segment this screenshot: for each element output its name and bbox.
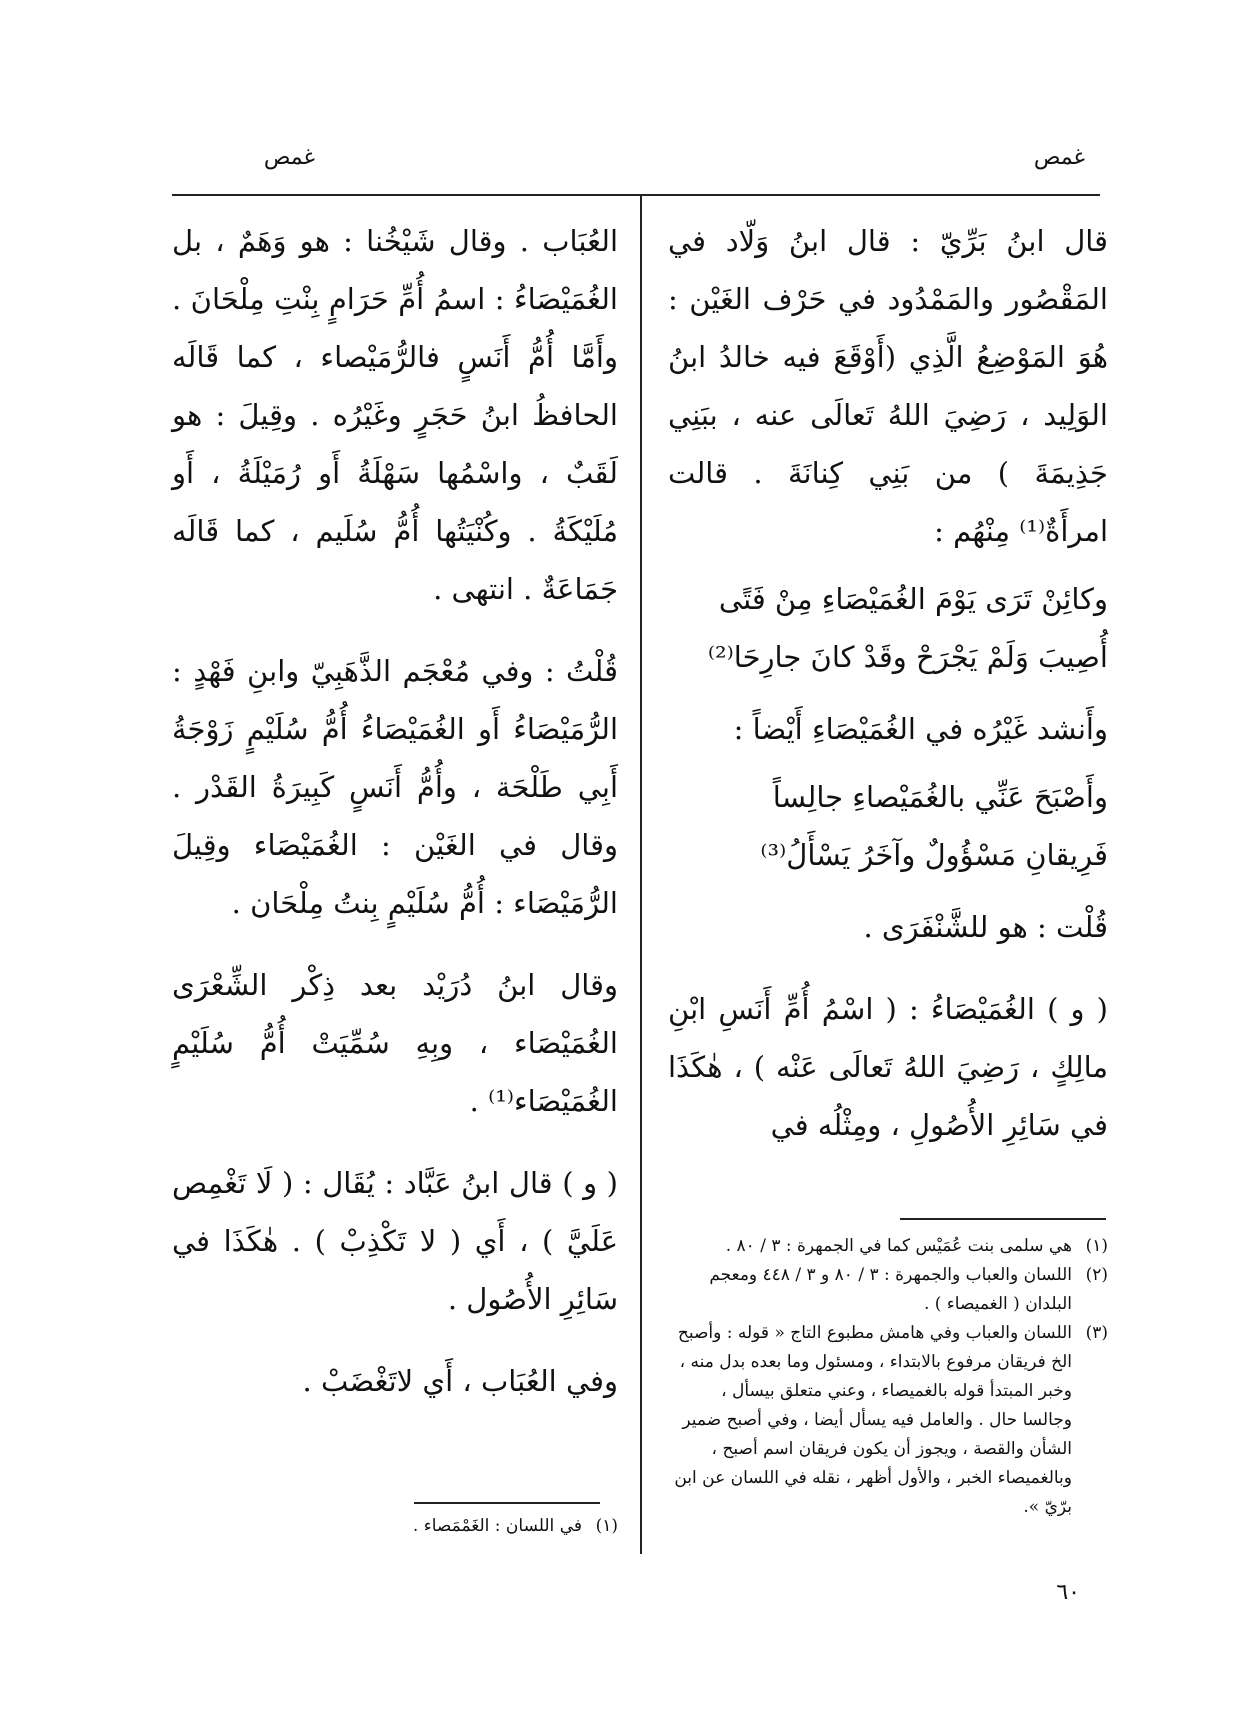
running-head-left: غمص xyxy=(263,145,315,170)
right-paragraph-2: وأَنشد غَيْرُه في الغُمَيْصَاءِ أَيْضاً : xyxy=(733,712,1108,746)
column-divider xyxy=(640,194,642,1554)
right-column xyxy=(668,212,1108,1154)
header-rule xyxy=(172,194,1100,196)
verse-2-line-1: وأَصْبَحَ عَنِّي بالغُمَيْصاءِ جالِساً xyxy=(772,780,1108,814)
running-head-right: غمص xyxy=(1033,145,1085,170)
verse-2 xyxy=(668,768,1108,884)
footnote-number: (١) xyxy=(1085,1236,1108,1256)
footnote xyxy=(668,1232,1108,1261)
verse-1 xyxy=(668,570,1108,686)
footnote-text: هي سلمى بنت عُمَيْس كما في الجمهرة : ٣ / ٨٠ . xyxy=(725,1236,1072,1256)
right-paragraph-1: قال ابنُ بَرِّيّ : قال ابنُ وَلّاد في المَقْصُور والمَمْدُود في حَرْف الغَيْن : هُوَ المَوْضِعُ الَّذِي (أَوْقَعَ فيه خالدُ ابنُ الوَلِيد ، رَضِيَ اللهُ تَعالَى عنه ، ببَنِي جَذِيمَةَ ) من بَنِي كِنانَةَ . قالت امرأَةٌ⁽¹⁾ مِنْهُم : xyxy=(668,224,1108,548)
left-paragraph-1: العُبَاب . وقال شَيْخُنا : هو وَهَمٌ ، بل الغُمَيْصَاءُ : اسمُ أُمِّ حَرَامٍ بِنْتِ مِلْحَانَ . وأَمَّا أُمُّ أَنَسٍ فالرُّمَيْصاء ، كما قَالَه الحافظُ ابنُ حَجَرٍ وغَيْرُه . وقِيلَ : هو لَقَبٌ ، واسْمُها سَهْلَةُ أَو رُمَيْلَةُ ، أَو مُلَيْكَةُ . وكُنْيَتُها أُمُّ سُلَيم ، كما قَالَه جَمَاعَةٌ . انتهى . xyxy=(172,224,618,606)
footnote-rule-left xyxy=(414,1502,600,1504)
footnote xyxy=(172,1512,618,1541)
footnote-number: (٢) xyxy=(1085,1265,1108,1285)
footnote-text: في اللسان : الغَمْمَصاء . xyxy=(412,1516,582,1536)
verse-2-line-2: فَرِيقانِ مَسْؤُولٌ وآخَرُ يَسْأَلُ⁽³⁾ xyxy=(760,838,1108,872)
footnote-text: اللسان والعباب وفي هامش مطبوع التاج « قوله : وأصبح الخ فريقان مرفوع بالابتداء ، ومسئول وما بعده بدل منه ، وخبر المبتدأ قوله بالغميصاء ، وعني متعلق بيسأل ، وجالسا حال . والعامل فيه يسأل أيضا ، وفي أصبح ضمير الشأن والقصة ، ويجوز أن يكون فريقان اسم أصبح ، وبالغميصاء الخبر ، والأول أظهر ، نقله في اللسان عن ابن برّيّ ». xyxy=(674,1323,1072,1517)
footnote-text: اللسان والعباب والجمهرة : ٣ / ٨٠ و ٣ / ٤٤٨ ومعجم البلدان ( الغميصاء ) . xyxy=(709,1265,1072,1314)
right-paragraph-4: ( و ) الغُمَيْصَاءُ : ( اسْمُ أُمِّ أَنَسِ ابْنِ مالِكٍ ، رَضِيَ اللهُ تَعالَى عَنْه ) ، هٰكَذَا في سَائِرِ الأُصُولِ ، ومِثْلُه في xyxy=(668,992,1108,1142)
verse-1-line-2: أُصِيبَ وَلَمْ يَجْرَحْ وقَدْ كانَ جارِحَا⁽²⁾ xyxy=(707,640,1108,674)
footnote xyxy=(668,1261,1108,1319)
left-column xyxy=(172,212,618,1410)
left-paragraph-5: وفي العُبَاب ، أَي لاتَغْضَبْ . xyxy=(302,1364,618,1398)
left-paragraph-4: ( و ) قال ابنُ عَبَّاد : يُقَال : ( لَا تَغْمِص عَلَيَّ ) ، أَي ( لا تَكْذِبْ ) . هٰكَذَا في سَائِرِ الأُصُول . xyxy=(172,1166,618,1316)
footnotes-left xyxy=(172,1512,618,1541)
page-number: ٦٠ xyxy=(1056,1580,1080,1605)
footnotes-right xyxy=(668,1232,1108,1522)
footnote-number: (١) xyxy=(595,1516,618,1536)
left-paragraph-3: وقال ابنُ دُرَيْد بعد ذِكْر الشِّعْرَى الغُمَيْصَاء ، وبِهِ سُمِّيَتْ أُمُّ سُلَيْمٍ الغُمَيْصَاء⁽¹⁾ . xyxy=(172,968,618,1118)
verse-1-line-1: وكائِنْ تَرَى يَوْمَ الغُمَيْصَاءِ مِنْ فَتًى xyxy=(718,582,1108,616)
footnote-rule-right xyxy=(900,1218,1106,1220)
footnote-number: (٣) xyxy=(1085,1323,1108,1343)
footnote xyxy=(668,1319,1108,1522)
left-paragraph-2: قُلْتُ : وفي مُعْجَم الذَّهَبِيّ وابنِ فَهْدٍ : الرُّمَيْصَاءُ أَو الغُمَيْصَاءُ أُمُّ سُلَيْمٍ زَوْجَةُ أَبِي طَلْحَة ، وأُمُّ أَنَسٍ كَبِيرَةُ القَدْر . وقال في الغَيْن : الغُمَيْصَاء وقِيلَ الرُّمَيْصَاء : أُمُّ سُلَيْمٍ بِنتُ مِلْحَان . xyxy=(172,654,618,920)
right-paragraph-3: قُلْت : هو للشَّنْفَرَى . xyxy=(863,910,1108,944)
